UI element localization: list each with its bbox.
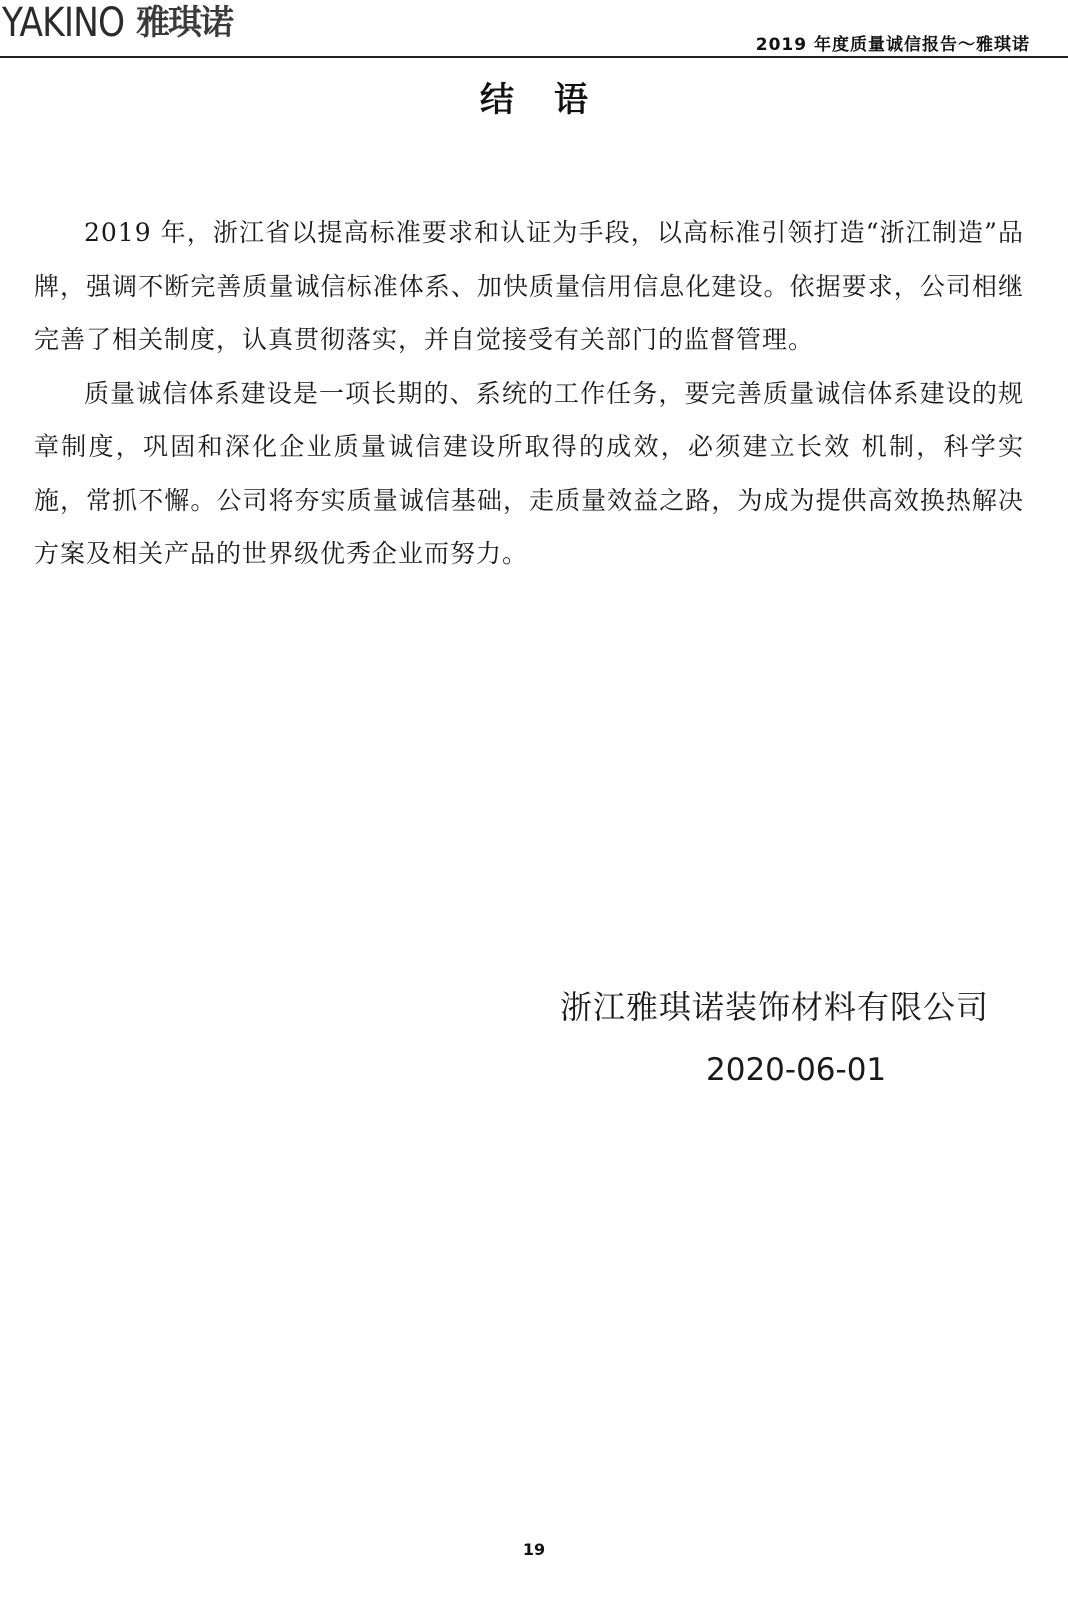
company-logo [2, 0, 232, 46]
page-title: 结语 [480, 80, 628, 120]
signature-date: 2020-06-01 [706, 1052, 887, 1088]
paragraph-2: 质量诚信体系建设是一项长期的、系统的工作任务，要完善质量诚信体系建设的规章制度，巩固和深化企业质量诚信建设所取得的成效，必须建立长效 机制，科学实施，常抓不懈。公司将夯实质量诚信基础，走质量效益之路，为成为提供高效换热解决方案及相关产品的世界级优秀企业而努力。 [34, 378, 1024, 568]
page-number: 19 [522, 1540, 546, 1559]
page-header [0, 0, 1068, 58]
header-report-title: 2019 年度质量诚信报告～雅琪诺 [755, 35, 1030, 55]
body-text [34, 206, 1024, 581]
signature-company: 浙江雅琪诺装饰材料有限公司 [560, 988, 990, 1026]
logo-latin-text: YAKINO [2, 0, 125, 46]
header-divider [0, 56, 1068, 58]
logo-cjk-text: 雅琪诺 [136, 3, 232, 43]
paragraph-1: 2019 年，浙江省以提高标准要求和认证为手段，以高标准引领打造“浙江制造”品牌，强调不断完善质量诚信标准体系、加快质量信用信息化建设。依据要求，公司相继完善了相关制度，认真贯彻落实，并自觉接受有关部门的监督管理。 [34, 218, 1024, 354]
